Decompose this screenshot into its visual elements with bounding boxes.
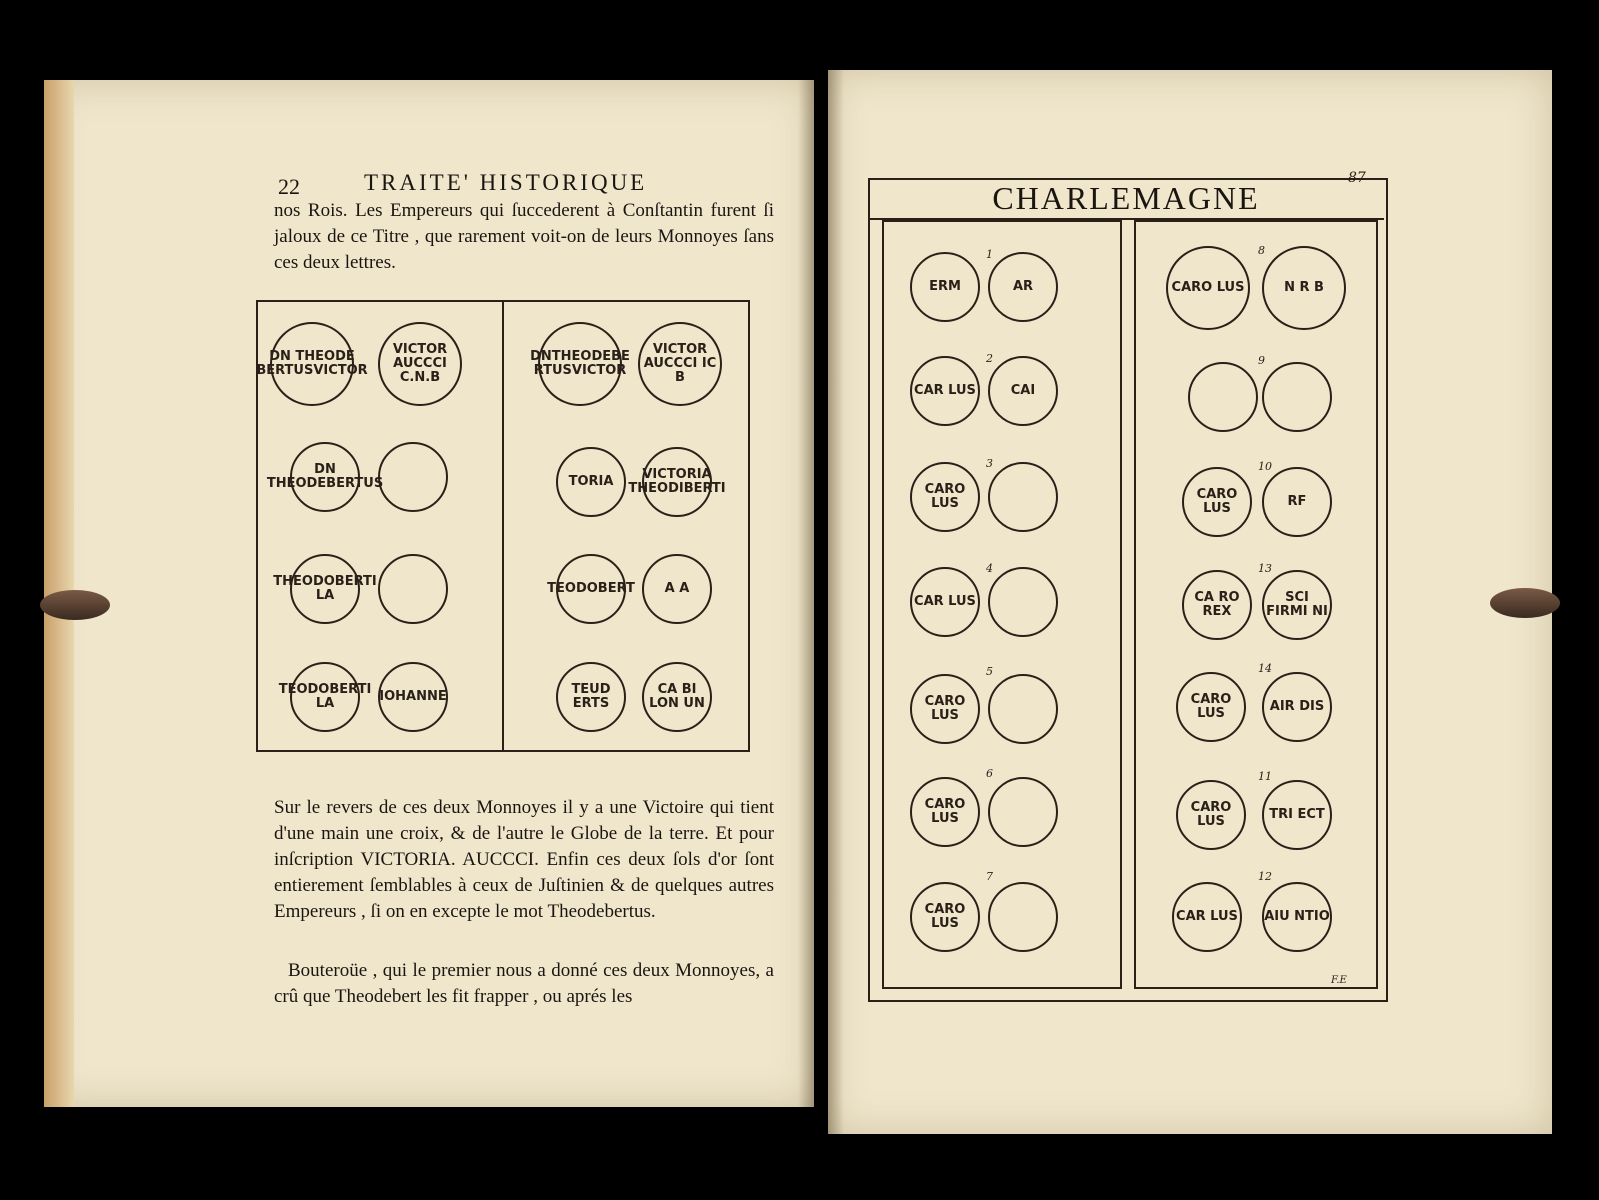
coin-reverse <box>988 777 1058 847</box>
coin-number: 1 <box>986 248 993 261</box>
coin-reverse <box>988 882 1058 952</box>
coin-reverse: SCI FIRMI NI <box>1262 570 1332 640</box>
coin-obverse: DN THEODEBERTUS <box>290 442 360 512</box>
coin-number: 2 <box>986 352 993 365</box>
coin-obverse: DNTHEODEBE RTUSVICTOR <box>538 322 622 406</box>
coin-obverse: CAR LUS <box>910 356 980 426</box>
running-head: TRAITE' HISTORIQUE <box>364 170 648 195</box>
coin-reverse: AIU NTIO <box>1262 882 1332 952</box>
left-page <box>44 80 814 1107</box>
bookmark-ribbon-right <box>1490 588 1560 618</box>
coin-obverse: CARO LUS <box>1166 246 1250 330</box>
coin-obverse: DN THEODE BERTUSVICTOR <box>270 322 354 406</box>
coin-obverse: CAR LUS <box>1172 882 1242 952</box>
coin-obverse: CARO LUS <box>910 462 980 532</box>
page-number: 22 <box>278 174 300 199</box>
page-gutter <box>828 70 844 1134</box>
coin-number: 8 <box>1258 244 1265 257</box>
engraver-signature: F.E <box>1331 975 1347 986</box>
coin-reverse <box>988 674 1058 744</box>
coin-column-left <box>882 220 1122 989</box>
coin-reverse <box>378 554 448 624</box>
coin-number: 5 <box>986 665 993 678</box>
coin-number: 14 <box>1258 662 1272 675</box>
coin-reverse: N R B <box>1262 246 1346 330</box>
coin-reverse <box>988 567 1058 637</box>
coin-obverse: TEODOBERTI LA <box>290 662 360 732</box>
coin-reverse: VICTORIA THEODIBERTI <box>642 447 712 517</box>
coin-obverse: CARO LUS <box>910 777 980 847</box>
paragraph-1: nos Rois. Les Empereurs qui ſuccederent à Conſtantin furent ſi jaloux de ce Titre , que rarement voit-on de leurs Monnoyes ſans ces deux lettres. <box>274 200 774 273</box>
coin-number: 6 <box>986 767 993 780</box>
coin-reverse: VICTOR AUCCCI IC B <box>638 322 722 406</box>
page-number: 87 <box>1348 170 1366 186</box>
coin-plate-right <box>502 300 750 752</box>
page-gutter <box>798 80 814 1107</box>
coin-obverse: CARO LUS <box>910 674 980 744</box>
coin-number: 12 <box>1258 870 1272 883</box>
coin-obverse: ERM <box>910 252 980 322</box>
coin-obverse: CA RO REX <box>1182 570 1252 640</box>
coin-number: 7 <box>986 870 993 883</box>
coin-reverse: CAI <box>988 356 1058 426</box>
paragraph-3: Bouteroüe , qui le premier nous a donné ces deux Monnoyes, a crû que Theodebert les fit frapper , ou aprés les <box>274 960 774 1007</box>
coin-number: 9 <box>1258 354 1265 367</box>
coin-obverse: THEODOBERTI LA <box>290 554 360 624</box>
coin-number: 4 <box>986 562 993 575</box>
coin-reverse: IOHANNE <box>378 662 448 732</box>
coin-reverse: CA BI LON UN <box>642 662 712 732</box>
coin-obverse: CAR LUS <box>910 567 980 637</box>
coin-obverse: TEODOBERT <box>556 554 626 624</box>
coin-obverse: CARO LUS <box>1176 780 1246 850</box>
paragraph-2: Sur le revers de ces deux Monnoyes il y a une Victoire qui tient d'une main une croix, & de l'autre le Globe de la terre. Et pour inſcription VICTORIA. AUCCCI. Enfin ces deux ſols d'or ſont entierement ſemblables à ceux de Juſtinien & de quelques autres Empereurs , ſi on en excepte le mot Theodebertus. <box>274 797 774 922</box>
coin-reverse <box>378 442 448 512</box>
coin-reverse: AIR DIS <box>1262 672 1332 742</box>
coin-reverse: AR <box>988 252 1058 322</box>
coin-obverse: TEUD ERTS <box>556 662 626 732</box>
bookmark-ribbon-left <box>40 590 110 620</box>
coin-obverse: TORIA <box>556 447 626 517</box>
coin-obverse: CARO LUS <box>1176 672 1246 742</box>
coin-number: 3 <box>986 457 993 470</box>
coin-obverse: CARO LUS <box>910 882 980 952</box>
coin-obverse <box>1188 362 1258 432</box>
coin-reverse: A A <box>642 554 712 624</box>
coin-reverse: RF <box>1262 467 1332 537</box>
coin-reverse <box>988 462 1058 532</box>
coin-reverse: TRI ECT <box>1262 780 1332 850</box>
coin-obverse: CARO LUS <box>1182 467 1252 537</box>
plate-title: CHARLEMAGNE <box>992 180 1260 216</box>
coin-plate-left <box>256 300 504 752</box>
coin-column-right <box>1134 220 1378 989</box>
coin-number: 13 <box>1258 562 1272 575</box>
coin-number: 10 <box>1258 460 1272 473</box>
coin-reverse <box>1262 362 1332 432</box>
right-page <box>828 70 1552 1134</box>
coin-reverse: VICTOR AUCCCI C.N.B <box>378 322 462 406</box>
coin-number: 11 <box>1258 770 1272 783</box>
